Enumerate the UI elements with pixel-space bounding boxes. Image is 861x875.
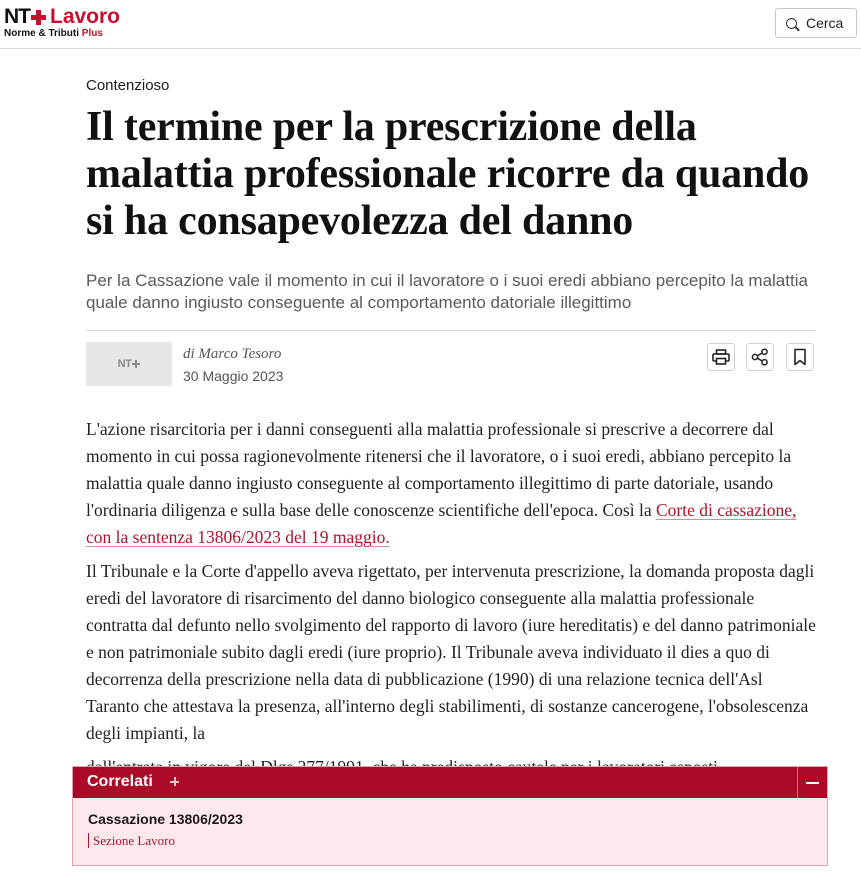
logo-plus-icon xyxy=(31,10,46,25)
print-icon xyxy=(712,349,730,365)
article-subtitle: Per la Cassazione vale il momento in cui il lavoratore o i suoi eredi abbiano percepito la malattia quale danno ingiusto conseguente al comportamento datoriale illegittimo xyxy=(86,271,808,312)
paragraph-2: Il Tribunale e la Corte d'appello aveva rigettato, per intervenuta prescrizione, la domanda proposta dagli eredi del lavoratore di risarcimento del danno biologico conseguente alla malattia professionale contratta dal defunto nello svolgimento del rapporto di lavoro (iure hereditatis) e del danno patrimoniale e non patrimoniale subito dagli eredi (iure proprio). Il Tribunale aveva individuato il dies a quo di decorrenza della prescrizione nella data di pubblicazione (1990) di una relazione tecnica dell'Asl Taranto che attestava la presenza, all'interno degli stabilimenti, di sostanze cancerogene, l'obsolescenza degli impianti, la xyxy=(86,561,816,743)
related-plus-icon xyxy=(170,777,179,786)
minus-icon xyxy=(806,782,819,784)
print-button[interactable] xyxy=(707,343,735,371)
top-bar xyxy=(0,0,861,49)
related-item-title[interactable]: Cassazione 13806/2023 xyxy=(88,811,243,827)
related-item-section[interactable]: Sezione Lavoro xyxy=(88,833,175,848)
bookmark-icon xyxy=(793,348,807,366)
logo-sub-plus: Plus xyxy=(81,28,103,39)
logo-lavoro: Lavoro xyxy=(50,5,121,28)
related-box xyxy=(72,766,828,866)
article-body xyxy=(86,416,816,788)
paragraph-1 xyxy=(86,416,816,551)
article-title: Il termine per la prescrizione della malattia professionale ricorre da quando si ha consapevolezza del danno xyxy=(86,104,810,244)
publish-date: 30 Maggio 2023 xyxy=(183,368,284,384)
related-collapse-button[interactable] xyxy=(797,767,827,798)
share-icon xyxy=(751,348,769,366)
share-button[interactable] xyxy=(746,343,774,371)
search-label: Cerca xyxy=(806,15,844,31)
related-title: Correlati xyxy=(87,773,153,790)
paragraph-1-text: L'azione risarcitoria per i danni conseguenti alla malattia professionale si prescrive a decorrere dal momento in cui possa ragionevolmente ritenersi che il lavoratore, o i suoi eredi, abbiano percepito la malattia quale danno ingiusto conseguente al comportamento illegittimo di parte datoriale, usando l'ordinaria diligenza e sulla base delle conoscenze scientifiche dell'epoca. Così la xyxy=(86,419,792,520)
author-thumbnail xyxy=(86,342,172,386)
sentence-link[interactable]: Corte di cassazione, con la sentenza 13806/2023 del 19 maggio. xyxy=(86,500,797,547)
site-logo[interactable] xyxy=(4,6,134,40)
thumb-logo: NT xyxy=(117,358,132,370)
divider xyxy=(86,330,815,331)
search-button[interactable] xyxy=(775,8,857,38)
logo-subtitle xyxy=(4,28,134,40)
author-name[interactable]: di Marco Tesoro xyxy=(183,346,282,362)
thumb-plus-icon xyxy=(132,360,140,368)
search-icon xyxy=(786,18,797,29)
bookmark-button[interactable] xyxy=(786,343,814,371)
section-label[interactable]: Contenzioso xyxy=(86,77,170,94)
logo-sub-text: Norme & Tributi xyxy=(4,28,80,39)
logo-nt: NT xyxy=(4,5,30,28)
related-header xyxy=(73,767,827,798)
